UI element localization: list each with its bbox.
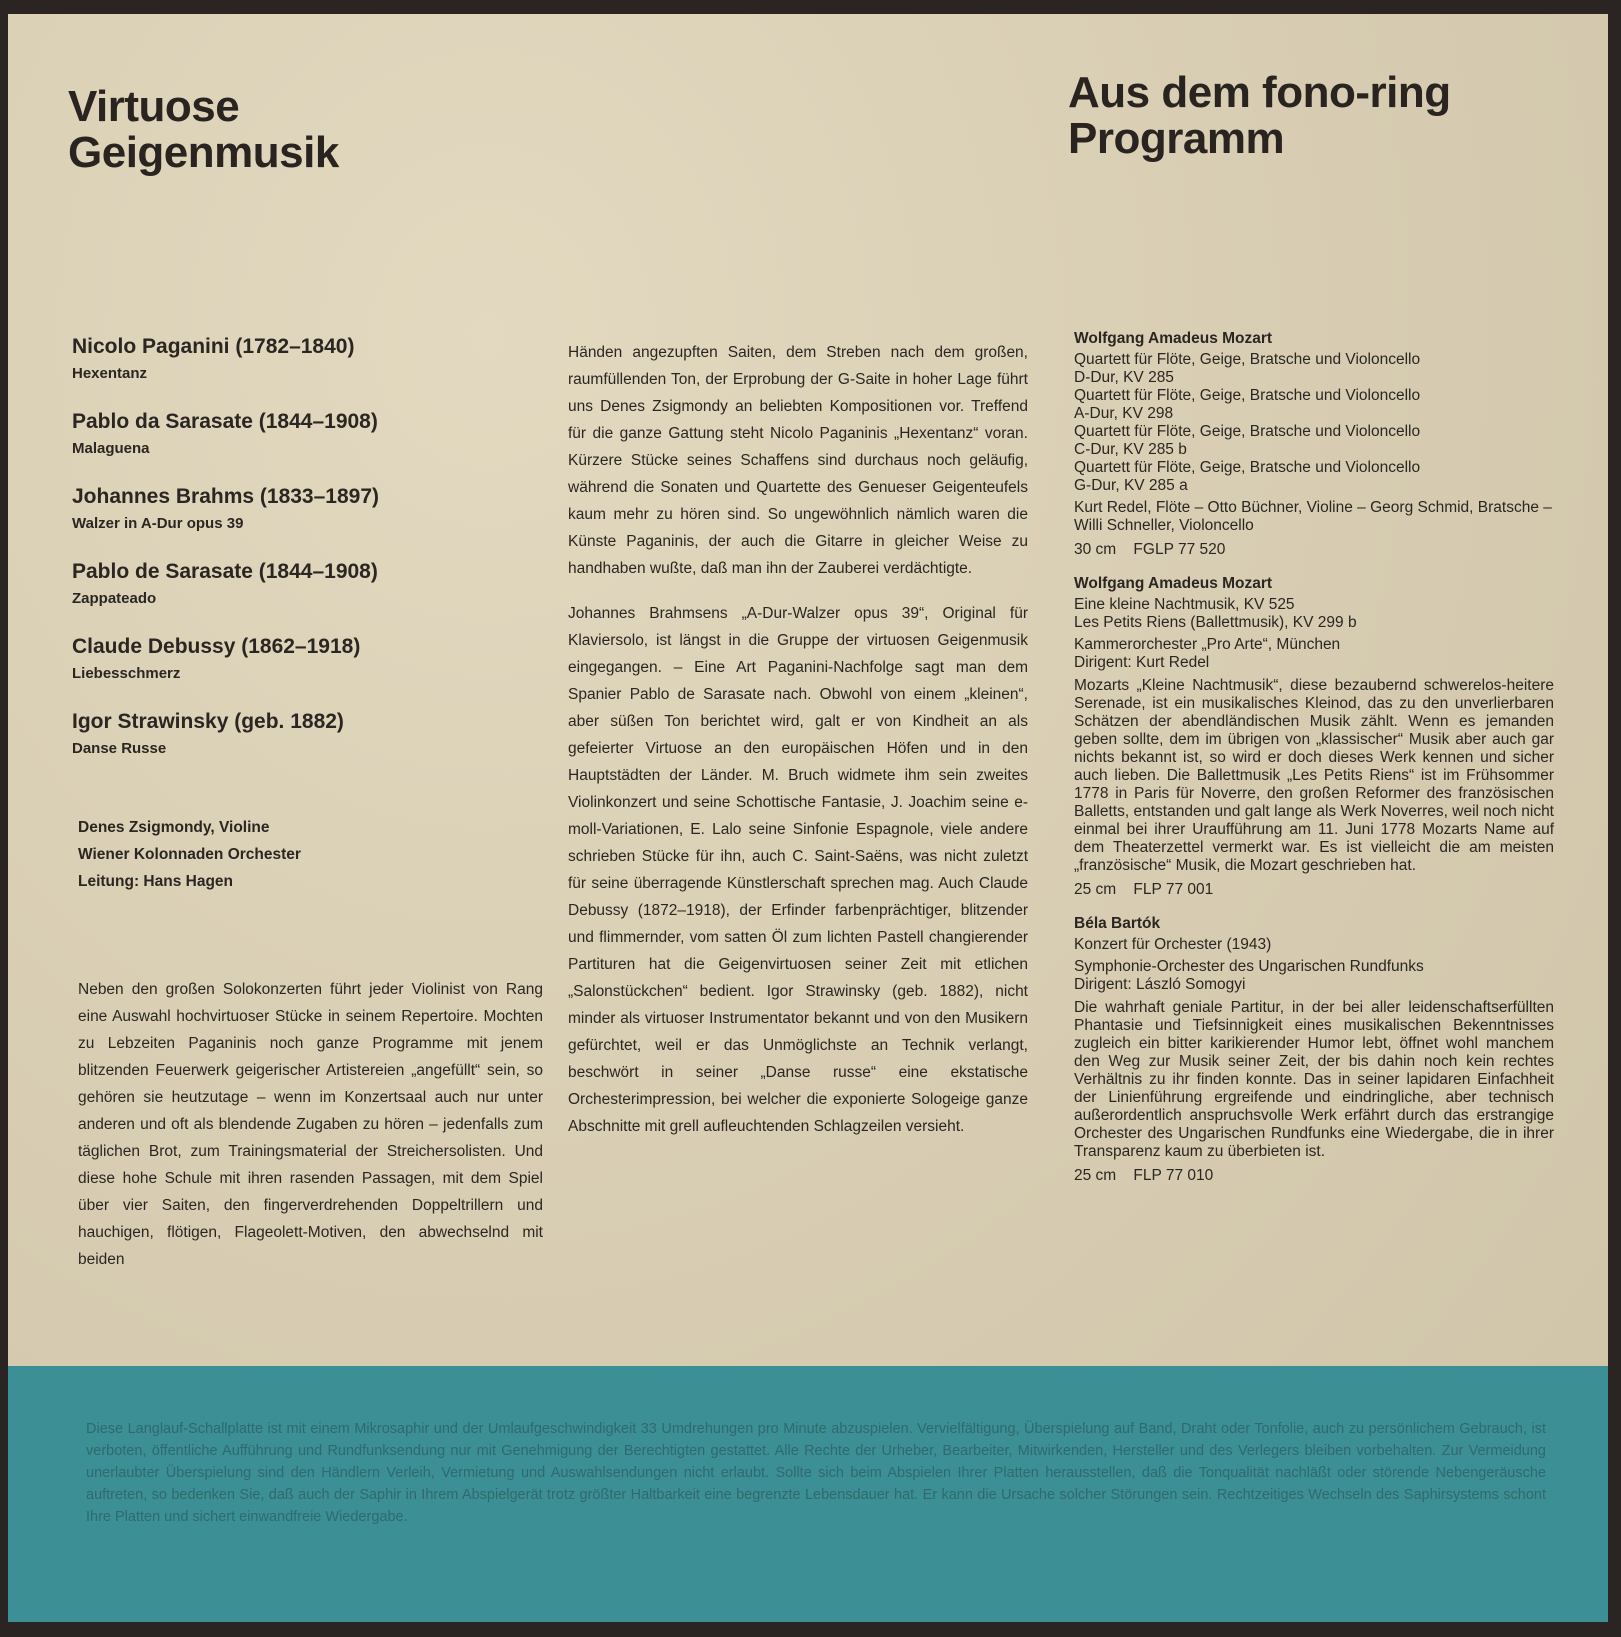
catalog-work: Les Petits Riens (Ballettmusik), KV 299 b (1074, 614, 1357, 631)
performer-credits (78, 814, 301, 895)
catalog-performers: Kurt Redel, Flöte – Otto Büchner, Violine – Georg Schmid, Bratsche – Willi Schneller, Violoncello (1074, 499, 1552, 534)
catalog-performers: Symphonie-Orchester des Ungarischen Rundfunks Dirigent: László Somogyi (1074, 958, 1424, 993)
track-composer: Igor Strawinsky (geb. 1882) (72, 710, 344, 733)
catalog-performers: Kammerorchester „Pro Arte“, München Dirigent: Kurt Redel (1074, 636, 1341, 671)
track-composer: Pablo da Sarasate (1844–1908) (72, 410, 378, 433)
catalog-item (1074, 330, 1554, 559)
credit-line: Wiener Kolonnaden Orchester (78, 846, 301, 863)
catalog-works (1074, 596, 1554, 632)
track-item (72, 334, 532, 384)
track-composer: Nicolo Paganini (1782–1840) (72, 335, 355, 358)
track-work: Danse Russe (72, 740, 167, 757)
liner-notes-text-1: Neben den großen Solokonzerten führt jeder Violinist von Rang eine Auswahl hochvirtuoser Stücke in seinem Repertoire. Mochten zu Lebzeiten Paganinis noch ganze Programme mit jenem blitzenden Feuerwerk geigerischer Artistereien „angefüllt“ sein, so gehören sie heutzutage – wenn im Konzertsaal auch nur unter anderen und oft als blendende Zugaben zu hören – jedenfalls zum täglichen Brot, zum Trainingsmaterial der Streichersolisten. Und diese hohe Schule mit ihren rasenden Passagen, mit dem Spiel über vier Saiten, den fingerverdrehenden Doppeltrillern und hauchigen, flötigen, Flageolett-Motiven, den abwechselnd mit beiden (78, 981, 543, 1268)
track-composer: Claude Debussy (1862–1918) (72, 635, 361, 658)
track-work: Zappateado (72, 590, 157, 607)
catalog-work: Eine kleine Nachtmusik, KV 525 (1074, 596, 1295, 613)
record-sleeve-back (8, 14, 1608, 1622)
catalog-order-number: 25 cm FLP 77 010 (1074, 1167, 1214, 1184)
liner-notes-paragraph: Johannes Brahmsens „A-Dur-Walzer opus 39“, Original für Klaviersolo, ist längst in die Gruppe der virtuosen Geigenmusik eingegangen. – Eine Art Paganini-Nachfolge sagt man dem Spanier Pablo de Sarasate nach. Obwohl von einem „kleinen“, aber süßen Ton berichtet wird, galt er von Kindheit an als gefeierter Virtuose an den europäischen Höfen und in den Hauptstädten der Länder. M. Bruch widmete ihm sein zweites Violinkonzert und seine Schottische Fantasie, J. Joachim seine e-moll-Variationen, E. Lalo seine Sinfonie Espagnole, viele andere schrieben Stücke für ihn, auch C. Saint-Saëns, was nicht zuletzt für seine überragende Künstlerschaft sprechen mag. Auch Claude Debussy (1872–1918), der Erfinder farbenprächtiger, blitzender und flimmernder, vom satten Öl zum lichten Pastell changierender Partituren hat die Geigenvirtuosen seiner Zeit mit etlichen „Salonstückchen“ bedient. Igor Strawinsky (geb. 1882), nicht minder als virtuoser Instrumentator bekannt und von den Musikern gefürchtet, weil er das Unmöglichste an Technik verlangt, beschwört in seiner „Danse russe“ eine ekstatische Orchesterimpression, bei welcher die exponierte Sologeige ganze Abschnitte mit grell aufleuchtenden Schlagzeilen versieht. (568, 605, 1028, 1135)
liner-notes-column-2 (568, 339, 1028, 1158)
footer-notice: Diese Langlauf-Schallplatte ist mit einem Mikrosaphir und der Umlaufgeschwindigkeit 33 Umdrehungen pro Minute abzuspielen. Vervielfältigung, Überspielung auf Band, Draht oder Tonfolie, auch zu persönlichem Gebrauch, ist verboten, öffentliche Aufführung und Rundfunksendung nur mit Genehmigung der Berechtigten gestattet. Alle Rechte der Urheber, Bearbeiter, Mitwirkenden, Hersteller und des Verlegers bleiben vorbehalten. Zur Vermeidung unerlaubter Überspielung sind den Händlern Verleih, Vermietung und Auswahlsendungen nicht erlaubt. Sollte sich beim Abspielen Ihrer Platten herausstellen, daß die Tonqualität nachläßt oder störende Nebengeräusche auftreten, so bedenken Sie, daß auch der Saphir in Ihrem Abspielgerät trotz größter Haltbarkeit eine begrenzte Lebensdauer hat. Er kann die Ursache solcher Störungen sein. Rechtzeitiges Wechseln des Saphirsystems schont Ihre Platten und sichert einwandfreie Wiedergabe. (86, 1421, 1546, 1525)
album-title (68, 84, 339, 176)
catalog-description: Die wahrhaft geniale Partitur, in der bei aller leidenschaftserfüllten Phantasie und Tiefsinnigkeit eines musikalischen Bekenntnisses zugleich ein bitter karikierender Humor lebt, öffnet wohl manchem den Weg zur Musik seiner Zeit, der bis dahin noch kein rechtes Verhältnis zu ihr finden konnte. Das in seiner lapidaren Einfachheit der Linienführung ergreifende und eindringliche, aber technisch außerordentlich anspruchsvolle Werk erfährt durch das erstrangige Orchester des Ungarischen Rundfunks eine Wiedergabe, die in ihrer Transparenz kaum zu überbieten ist. (1074, 999, 1554, 1160)
track-item (72, 634, 532, 684)
catalog-work: Quartett für Flöte, Geige, Bratsche und Violoncello (1074, 459, 1421, 476)
catalog-work: Quartett für Flöte, Geige, Bratsche und Violoncello (1074, 387, 1421, 404)
track-work: Liebesschmerz (72, 665, 181, 682)
track-work: Hexentanz (72, 365, 148, 382)
track-item (72, 484, 532, 534)
catalog-heading (1068, 70, 1451, 162)
tracklist (72, 334, 532, 784)
catalog-heading-text: Aus dem fono-ring Programm (1068, 68, 1451, 163)
track-item (72, 559, 532, 609)
catalog-order-number: 25 cm FLP 77 001 (1074, 881, 1214, 898)
credit-line: Leitung: Hans Hagen (78, 873, 234, 890)
catalog-composer: Wolfgang Amadeus Mozart (1074, 330, 1273, 347)
track-composer: Johannes Brahms (1833–1897) (72, 485, 379, 508)
catalog-works (1074, 936, 1554, 954)
catalog-work: D-Dur, KV 285 (1074, 369, 1174, 386)
catalog-order-number: 30 cm FGLP 77 520 (1074, 541, 1226, 558)
catalog-work: G-Dur, KV 285 a (1074, 477, 1188, 494)
catalog-work: Quartett für Flöte, Geige, Bratsche und Violoncello (1074, 351, 1421, 368)
catalog-list (1074, 330, 1554, 1201)
credit-line: Denes Zsigmondy, Violine (78, 819, 270, 836)
catalog-composer: Béla Bartók (1074, 915, 1161, 932)
liner-notes-column-1 (78, 976, 543, 1273)
track-work: Walzer in A-Dur opus 39 (72, 515, 244, 532)
album-title-text: Virtuose Geigenmusik (68, 82, 339, 177)
catalog-work: Quartett für Flöte, Geige, Bratsche und Violoncello (1074, 423, 1421, 440)
catalog-composer: Wolfgang Amadeus Mozart (1074, 575, 1273, 592)
catalog-description: Mozarts „Kleine Nachtmusik“, diese bezaubernd schwerelos-heitere Serenade, ist ein musikalisches Kleinod, das zu den unverlierbaren Schätzen der abendländischen Musik zählt. Wenn es jemanden geben sollte, dem im übrigen von „klassischer“ Musik aber auch gar nichts bekannt ist, so wird er doch dieses Werk kennen und sicher auch lieben. Die Ballettmusik „Les Petits Riens“ ist im Frühsommer 1778 in Paris für Noverre, den großen Reformer des französischen Balletts, entstanden und galt lange als Werk Noverres, weil noch nicht einmal bei ihrer Uraufführung am 11. Juni 1778 Mozarts Name auf dem Theaterzettel vermerkt war. Es ist vielleicht die am meisten „französische“ Musik, die Mozart geschrieben hat. (1074, 677, 1554, 874)
catalog-work: C-Dur, KV 285 b (1074, 441, 1187, 458)
catalog-work: A-Dur, KV 298 (1074, 405, 1174, 422)
catalog-item (1074, 575, 1554, 899)
liner-notes-paragraph: Händen angezupften Saiten, dem Streben nach dem großen, raumfüllenden Ton, der Erprobung der G-Saite in hoher Lage führt uns Denes Zsigmondy an beliebten Kompositionen vor. Treffend für die ganze Gattung steht Nicolo Paganinis „Hexentanz“ voran. Kürzere Stücke seines Schaffens sind durchaus noch geläufig, während die Sonaten und Quartette des Genueser Geigenteufels kaum mehr zu hören sind. So ungewöhnlich nämlich waren die Künste Paganinis, der auch die Gitarre in gleicher Weise zu handhaben wußte, daß man ihn der Zauberei verdächtigte. (568, 344, 1028, 577)
track-composer: Pablo de Sarasate (1844–1908) (72, 560, 378, 583)
catalog-works (1074, 351, 1554, 495)
track-work: Malaguena (72, 440, 150, 457)
track-item (72, 709, 532, 759)
catalog-work: Konzert für Orchester (1943) (1074, 936, 1272, 953)
track-item (72, 409, 532, 459)
footer-band (8, 1366, 1608, 1622)
catalog-item (1074, 915, 1554, 1185)
